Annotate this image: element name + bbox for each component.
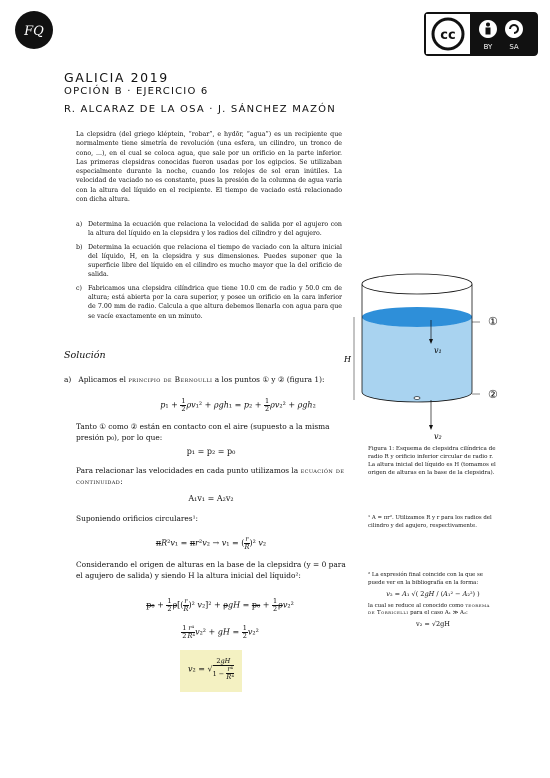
simplified-equation: $\frac{1}{2}$ $\frac{\text{r⁴}}{\text{R⁴}}v_2^2$ + gH = $\frac{1}{2}v_2^2$ — [182, 624, 259, 640]
solution-heading: Solución — [64, 350, 106, 361]
v2-label: v₂ — [434, 432, 442, 441]
question-item: a) Determina la ecuación que relaciona la velocidad de salida por el agujero con la altura del líquido en la clepsidra y los radios del cilindro y del agujero. — [76, 221, 342, 238]
sa-icon — [505, 20, 523, 38]
question-item: c) Fabricamos una clepsidra cilíndrica que tiene 10.0 cm de radio y 50.0 cm de altura; está abierta por la cara superior, y posee un orificio en la cara inferior de 7.00 mm de radio. Calcula a que altura debemos llenarla con agua para que se vacíe exactamente en un minuto. — [76, 284, 342, 320]
point-2-label: ② — [488, 388, 498, 401]
water-surface — [362, 307, 472, 327]
footnote-1: ¹ A = πr². Utilizamos R y r para los radios del cilindro y del agujero, respectivamente. — [368, 515, 492, 529]
solution-a-intro: a) Aplicamos el principio de Bernoulli a los puntos ① y ② (figura 1): — [64, 375, 325, 384]
question-list — [76, 220, 342, 325]
continuity-equation: A₁v₁ = A₂v₂ — [188, 494, 234, 503]
svg-text:BY: BY — [483, 43, 493, 51]
clepsydra-figure — [344, 262, 512, 442]
svg-text:SA: SA — [509, 43, 519, 51]
svg-text:FQ: FQ — [24, 24, 44, 39]
substituted-equation: p₀ + $\frac{1}{2}\rho$[( $\frac{r}{R})^2$ v₂]² + ρgH = p₀ + $\frac{1}{2}\rho v_2^2$ — [146, 597, 294, 613]
result-equation: v₂ = √ 2gH 1 − $\frac{\text{r⁴}}{\text{R⁴}}$ — [187, 657, 234, 681]
intro-paragraph: La clepsidra (del griego kléptein, “robar”, e hydōr, “agua”) es un recipiente que normalmente tiene simetría de revolución (una esfera, un cilindro, un tronco de cono, ...), en el cual se coloca agua, que sale por un orificio en la parte inferior. Las primeras clepsidras conocidas fueron usadas por los egipcios. Se utilizaban especialmente durante la noche, cuando los relojes de sol eran inútiles. La velocidad de vaciado no es constante, pues la presión de la columna de agua varía con la altura del líquido en el recipiente. El tiempo de vaciado está relacionado con dicha altura. — [76, 131, 342, 204]
authors-line: R. ALCARAZ DE LA OSA · J. SÁNCHEZ MAZÓN — [64, 104, 336, 115]
torricelli-formula: v₂ = √2gH — [416, 619, 450, 628]
origin-text: Considerando el origen de alturas en la base de la clepsidra (y = 0 para el agujero de salida) y siendo H la altura inicial del líquido²: — [76, 560, 346, 580]
figure-caption: Figura 1: Esquema de clepsidra cilíndrica de radio R y orificio inferior circular de radio r. La altura inicial del líquido es H (tomamos el origen de alturas en la base de la clepsidra). — [368, 446, 496, 476]
cylinder-top — [362, 274, 472, 294]
pressure-equation: p₁ = p₂ = p₀ — [186, 447, 236, 456]
circular-holes-text: Suponiendo orificios circulares¹: — [76, 514, 199, 523]
continuity-text: Para relacionar las velocidades en cada punto utilizamos la ecuación de continuidad: — [76, 466, 345, 486]
outlet-hole — [414, 397, 420, 400]
exercise-subtitle: OPCIÓN B · EJERCICIO 6 — [64, 86, 209, 97]
point-1-label: ① — [488, 315, 498, 328]
height-label: H — [344, 355, 351, 364]
question-item: b) Determina la ecuación que relaciona el tiempo de vaciado con la altura inicial del líquido, H, en la clepsidra y sus dimensiones. Puedes suponer que la superficie libre del líquido en el cilindro es mucho mayor que la del orificio de salida. — [76, 243, 342, 279]
page-title: GALICIA 2019 — [64, 70, 169, 85]
footnote-2-formula: v₂ = A₁ √( 2gH / (A₁² − A₂²) ) — [386, 590, 480, 599]
svg-text:cc: cc — [440, 28, 456, 43]
pressure-text: Tanto ① como ② están en contacto con el aire (supuesto a la misma presión p₀), por lo que: — [76, 422, 330, 442]
footnote-2: ² La expresión final coincide con la que se puede ver en la bibliografía en la forma: v₂ = A₁ √( 2gH / (A₁² − A₂²) ) la cual se reduce al conocido como teorema de Torricelli para el caso A₁ ≫ A₂: v₂ = √2gH — [368, 572, 498, 629]
v1-label: v₁ — [434, 346, 442, 355]
bernoulli-equation: p₁ + $\frac{1}{2}\rho v_1^2 + \rho gh_1 = p_2$ + $\frac{1}{2}\rho v_2^2 + \rho gh_2$ — [160, 397, 316, 413]
fq-logo — [14, 10, 54, 50]
cc-license-badge — [424, 12, 538, 56]
radius-relation-equation: πR²v₁ = πr²v₂ → v₁ = ( $\frac{r}{R})^2$ v₂ — [155, 535, 267, 551]
